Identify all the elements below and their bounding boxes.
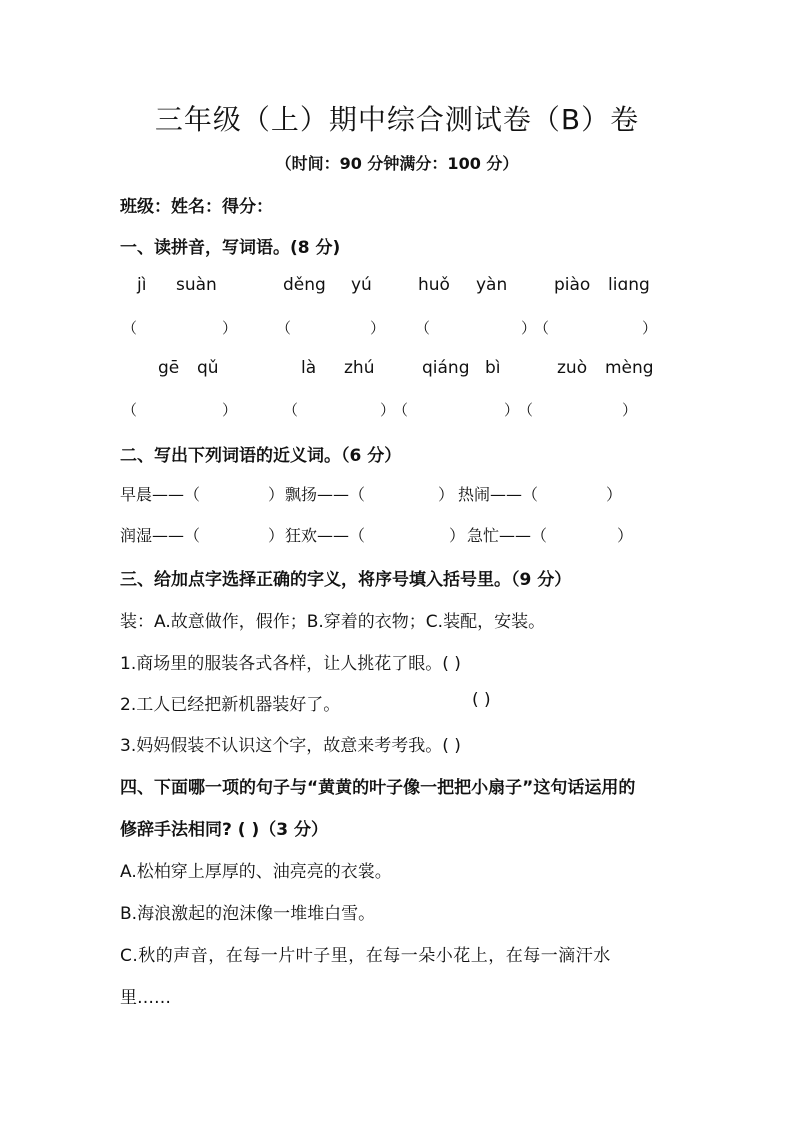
answer-paren-close: ） (370, 319, 386, 337)
synonym-word: 急忙——（ (467, 526, 548, 545)
pinyin-syllable: yàn (476, 275, 508, 295)
answer-paren-close: ） (622, 401, 638, 419)
pinyin-syllable: gē (158, 358, 180, 378)
option-b: B.海浪激起的泡沫像一堆堆白雪。 (120, 904, 376, 924)
answer-paren-open: （ (415, 319, 431, 337)
pinyin-syllable: zhú (344, 358, 375, 378)
answer-paren-open: （ (534, 319, 550, 337)
answer-paren-open: （ (122, 401, 138, 419)
answer-paren-open: （ (122, 319, 138, 337)
answer-paren-close: ） (222, 319, 238, 337)
pinyin-syllable: děng (283, 275, 326, 295)
pinyin-syllable: jì (137, 275, 147, 295)
pinyin-syllable: qǔ (197, 358, 219, 378)
answer-paren: ( ) (472, 690, 491, 710)
option-c-cont: 里…… (120, 988, 171, 1008)
answer-paren-close: ） (268, 526, 285, 545)
pinyin-syllable: suàn (176, 275, 217, 295)
pinyin-syllable: là (301, 358, 317, 378)
synonym-word: 早晨——（ (120, 485, 201, 504)
answer-paren-close: ） (606, 485, 623, 504)
synonym-word: 热闹——（ (458, 485, 539, 504)
synonym-word: 飘扬——（ (285, 485, 366, 504)
question-item: 1.商场里的服装各式各样，让人挑花了眼。( ) (120, 654, 461, 674)
answer-paren-close: ） (268, 485, 285, 504)
answer-paren-close: ） (504, 401, 520, 419)
question-item: 3.妈妈假装不认识这个字，故意来考考我。( ) (120, 736, 461, 756)
option-a: A.松柏穿上厚厚的、油亮亮的衣裳。 (120, 862, 392, 882)
answer-paren-close: ） (642, 319, 658, 337)
page-subtitle: （时间：90 分钟满分：100 分） (275, 154, 519, 173)
pinyin-syllable: mèng (605, 358, 654, 378)
pinyin-syllable: liɑng (608, 275, 650, 295)
pinyin-syllable: zuò (557, 358, 588, 378)
pinyin-syllable: piào (554, 275, 591, 295)
section4-heading: 四、下面哪一项的句子与“黄黄的叶子像一把把小扇子”这句话运用的 (120, 778, 636, 798)
section4-heading-cont: 修辞手法相同? ( )（3 分） (120, 820, 328, 840)
synonym-word: 润湿——（ (120, 526, 201, 545)
question-item: 2.工人已经把新机器装好了。 (120, 695, 341, 715)
pinyin-syllable: yú (351, 275, 372, 295)
pinyin-syllable: qiáng (422, 358, 470, 378)
pinyin-syllable: huǒ (418, 275, 450, 295)
answer-paren-close: ） (617, 526, 634, 545)
student-info-line: 班级：姓名：得分： (120, 197, 273, 217)
page-title: 三年级（上）期中综合测试卷（B）卷 (154, 103, 640, 136)
section1-heading: 一、读拼音，写词语。(8 分) (120, 238, 341, 258)
answer-paren-open: （ (276, 319, 292, 337)
answer-paren-close: ） (449, 526, 466, 545)
answer-paren-close: ） (380, 401, 396, 419)
answer-paren-close: ） (222, 401, 238, 419)
answer-paren-close: ） (438, 485, 455, 504)
answer-paren-open: （ (393, 401, 409, 419)
section3-heading: 三、给加点字选择正确的字义，将序号填入括号里。（9 分） (120, 570, 572, 590)
definition-line: 装：A.故意做作，假作；B.穿着的衣物；C.装配，安装。 (120, 612, 546, 632)
section2-heading: 二、写出下列词语的近义词。（6 分） (120, 446, 402, 466)
answer-paren-close: ） (521, 319, 537, 337)
pinyin-syllable: bì (485, 358, 501, 378)
answer-paren-open: （ (518, 401, 534, 419)
answer-paren-open: （ (283, 401, 299, 419)
option-c: C.秋的声音，在每一片叶子里，在每一朵小花上，在每一滴汗水 (120, 946, 611, 966)
synonym-word: 狂欢——（ (285, 526, 366, 545)
